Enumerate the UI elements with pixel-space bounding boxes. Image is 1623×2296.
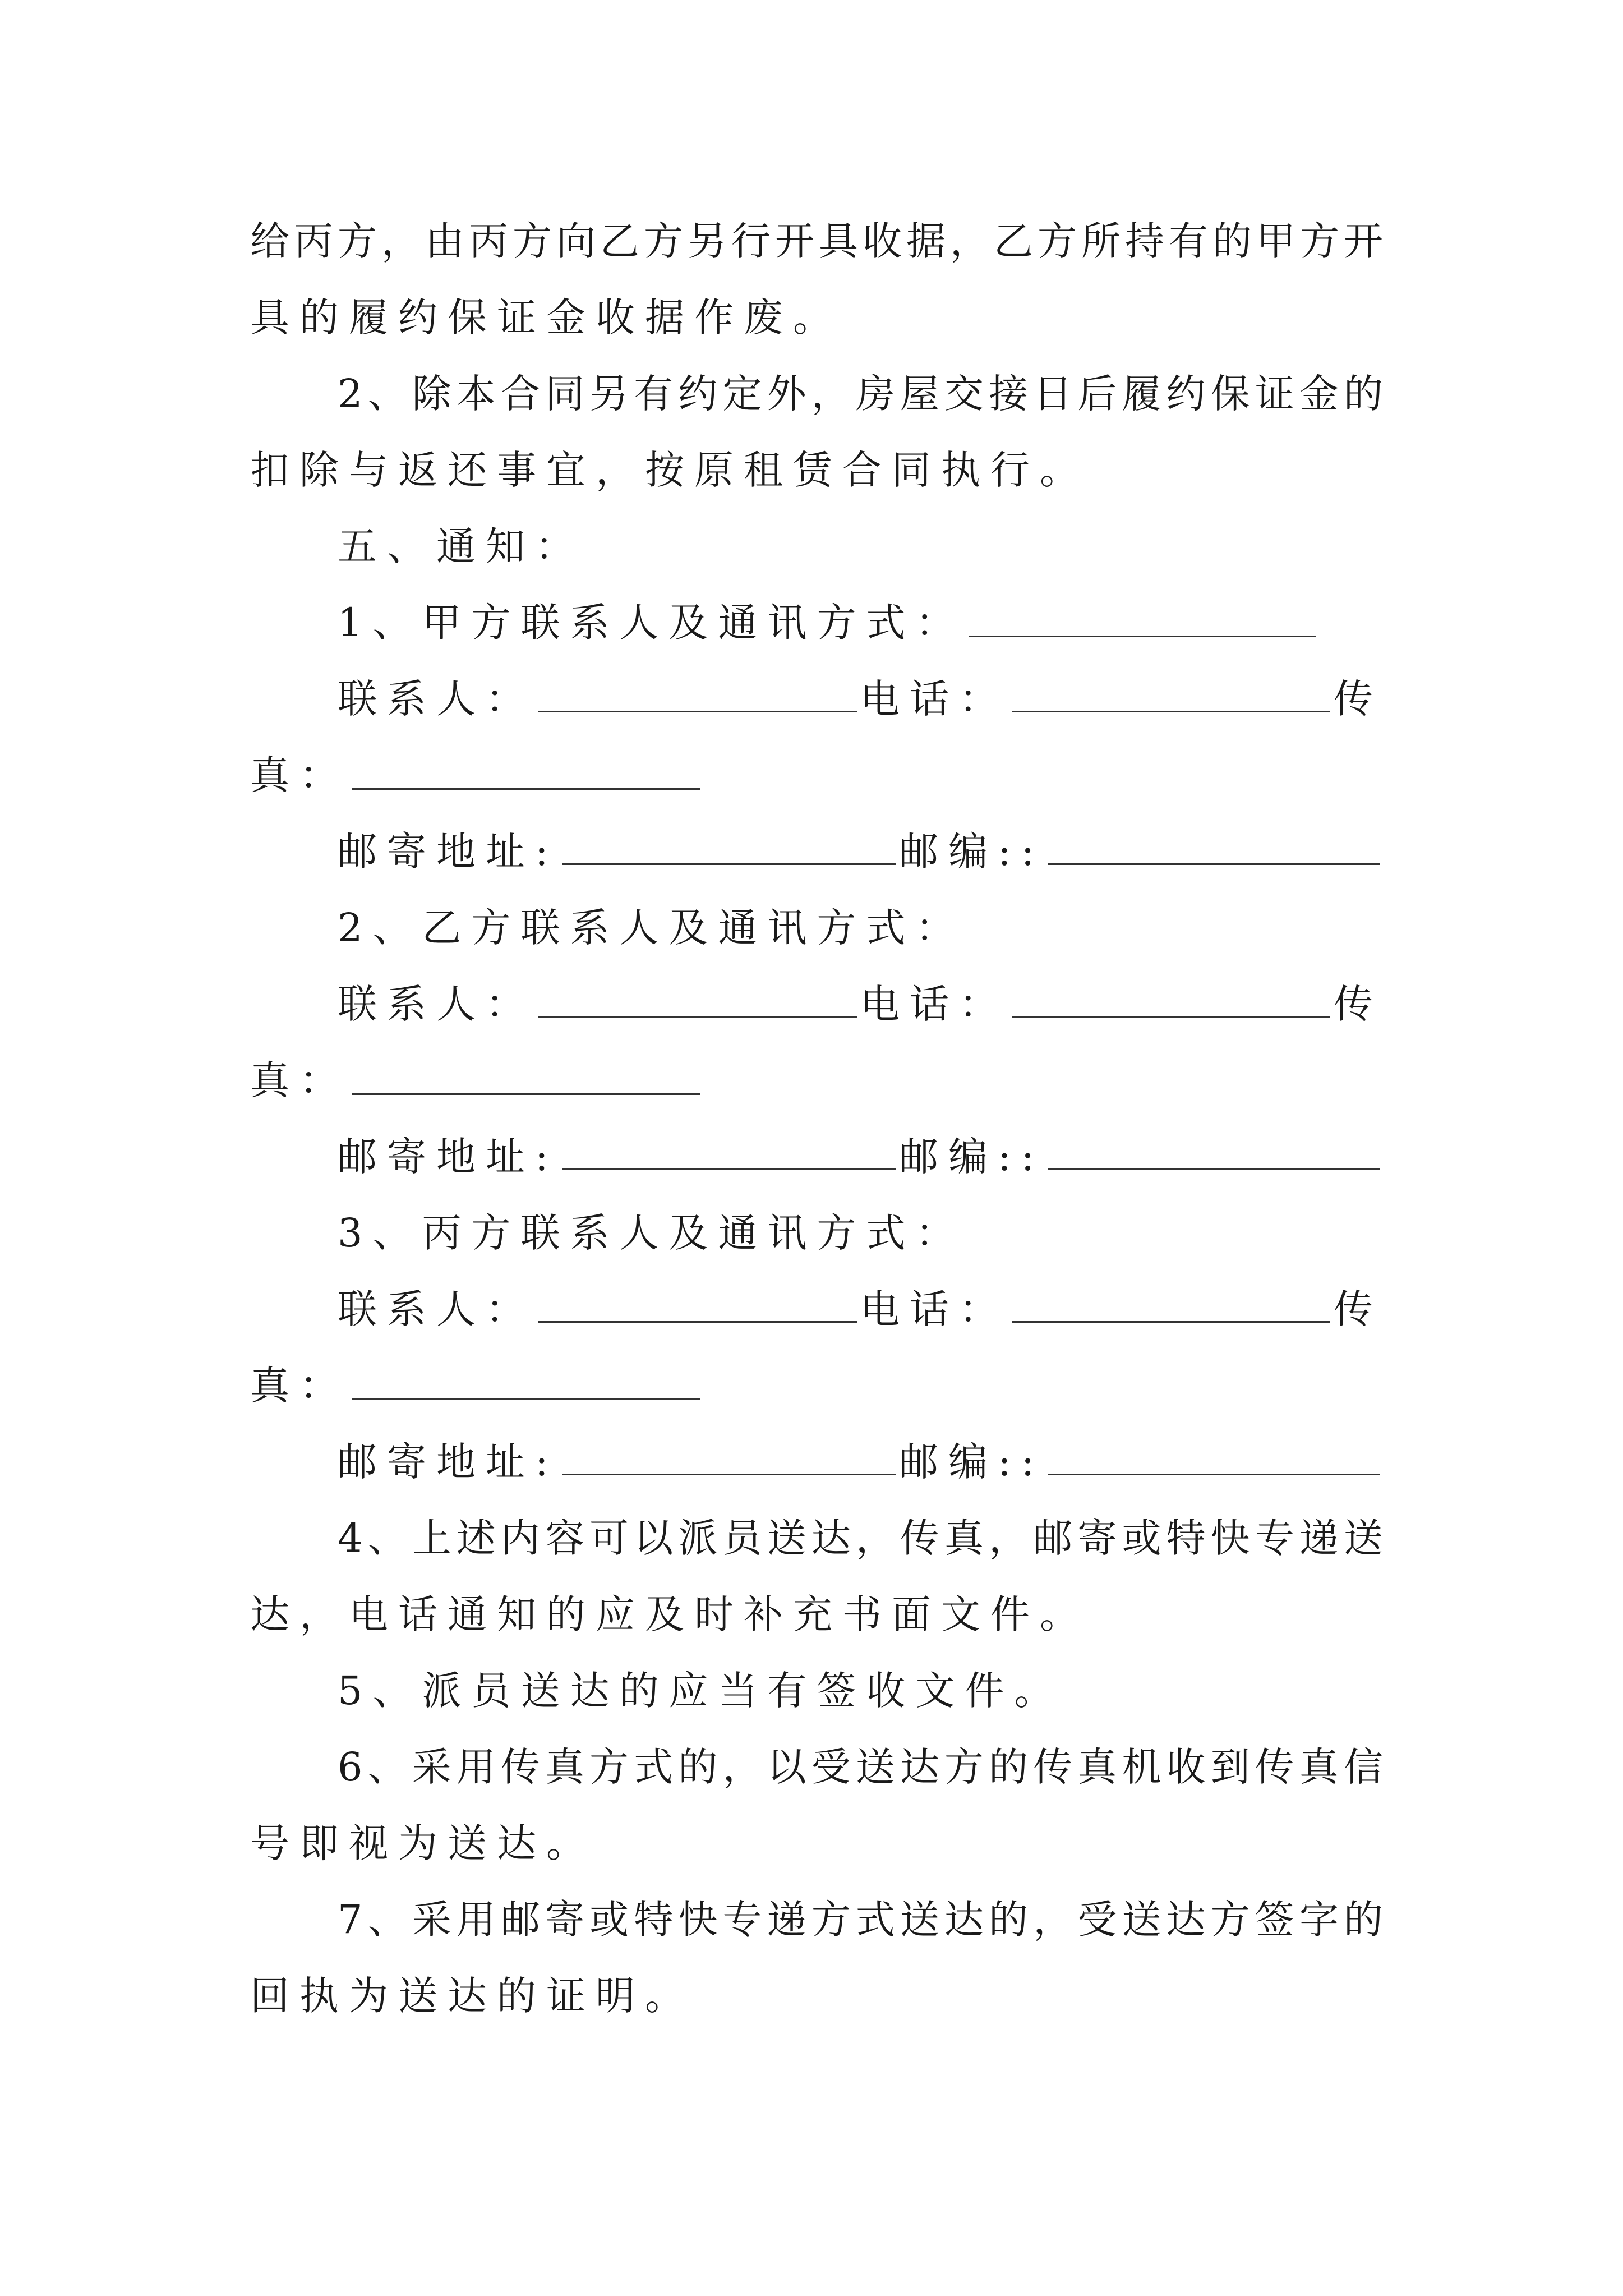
fax-row [250, 1042, 1383, 1119]
address-blank[interactable] [562, 1433, 896, 1475]
postcode-blank[interactable] [1048, 1128, 1380, 1170]
fax-label-second: 真： [250, 752, 349, 798]
contact-row [250, 1271, 1383, 1347]
postcode-blank[interactable] [1048, 1433, 1380, 1475]
fax-blank[interactable] [352, 1358, 700, 1400]
paragraph-line: 具的履约保证金收据作废。 [250, 295, 842, 341]
address-label: 邮寄地址: [338, 829, 559, 875]
address-blank[interactable] [562, 823, 896, 865]
fax-row [250, 737, 1383, 813]
fax-label-first: 传 [1334, 676, 1383, 722]
contact-row [250, 966, 1383, 1042]
address-row [250, 1119, 1383, 1195]
fax-row [250, 1347, 1383, 1424]
postcode-blank[interactable] [1048, 823, 1380, 865]
document-body [250, 203, 1383, 2034]
paragraph-line: 达，电话通知的应及时补充书面文件。 [250, 1591, 1089, 1637]
paragraph-line: 回执为送达的证明。 [250, 1973, 694, 2019]
paragraph-line: 7、采用邮寄或特快专递方式送达的，受送达方签字的 [338, 1897, 1383, 1943]
party-c-heading: 3、丙方联系人及通讯方式： [338, 1210, 965, 1256]
address-label: 邮寄地址: [338, 1134, 559, 1180]
contact-label: 联系人： [338, 981, 535, 1027]
address-blank[interactable] [562, 1128, 896, 1170]
paragraph-line: 号即视为送达。 [250, 1820, 596, 1866]
fax-blank[interactable] [352, 1053, 700, 1095]
address-label: 邮寄地址: [338, 1439, 559, 1485]
address-row [250, 813, 1383, 890]
phone-blank[interactable] [1012, 1281, 1330, 1323]
party-a-label: 1、甲方联系人及通讯方式： [338, 600, 965, 646]
contact-blank[interactable] [538, 976, 857, 1018]
postcode-label: 邮编:: [899, 1439, 1045, 1485]
phone-label: 电话： [860, 1286, 1008, 1332]
fax-label-first: 传 [1334, 981, 1383, 1027]
contact-row [250, 661, 1383, 737]
contact-label: 联系人： [338, 676, 535, 722]
phone-label: 电话： [860, 676, 1008, 722]
address-row [250, 1424, 1383, 1500]
postcode-label: 邮编:: [899, 1134, 1045, 1180]
paragraph-line: 给丙方，由丙方向乙方另行开具收据，乙方所持有的甲方开 [250, 218, 1383, 264]
party-a-heading [250, 585, 1383, 661]
phone-blank[interactable] [1012, 670, 1330, 712]
paragraph-line: 扣除与返还事宜，按原租赁合同执行。 [250, 447, 1089, 493]
postcode-label: 邮编:: [899, 829, 1045, 875]
section-heading: 五、通知： [338, 523, 584, 569]
fax-label-second: 真： [250, 1363, 349, 1409]
contact-blank[interactable] [538, 670, 857, 712]
contact-blank[interactable] [538, 1281, 857, 1323]
fax-blank[interactable] [352, 748, 700, 790]
paragraph-line: 5、派员送达的应当有签收文件。 [338, 1668, 1064, 1714]
party-a-blank[interactable] [969, 595, 1316, 637]
fax-label-first: 传 [1334, 1286, 1383, 1332]
paragraph-line: 2、除本合同另有约定外，房屋交接日后履约保证金的 [338, 371, 1383, 417]
phone-label: 电话： [860, 981, 1008, 1027]
phone-blank[interactable] [1012, 976, 1330, 1018]
fax-label-second: 真： [250, 1057, 349, 1103]
paragraph-line: 6、采用传真方式的，以受送达方的传真机收到传真信 [338, 1744, 1383, 1790]
paragraph-line: 4、上述内容可以派员送达，传真，邮寄或特快专递送 [338, 1515, 1383, 1561]
party-b-heading: 2、乙方联系人及通讯方式： [338, 905, 965, 951]
contact-label: 联系人： [338, 1286, 535, 1332]
